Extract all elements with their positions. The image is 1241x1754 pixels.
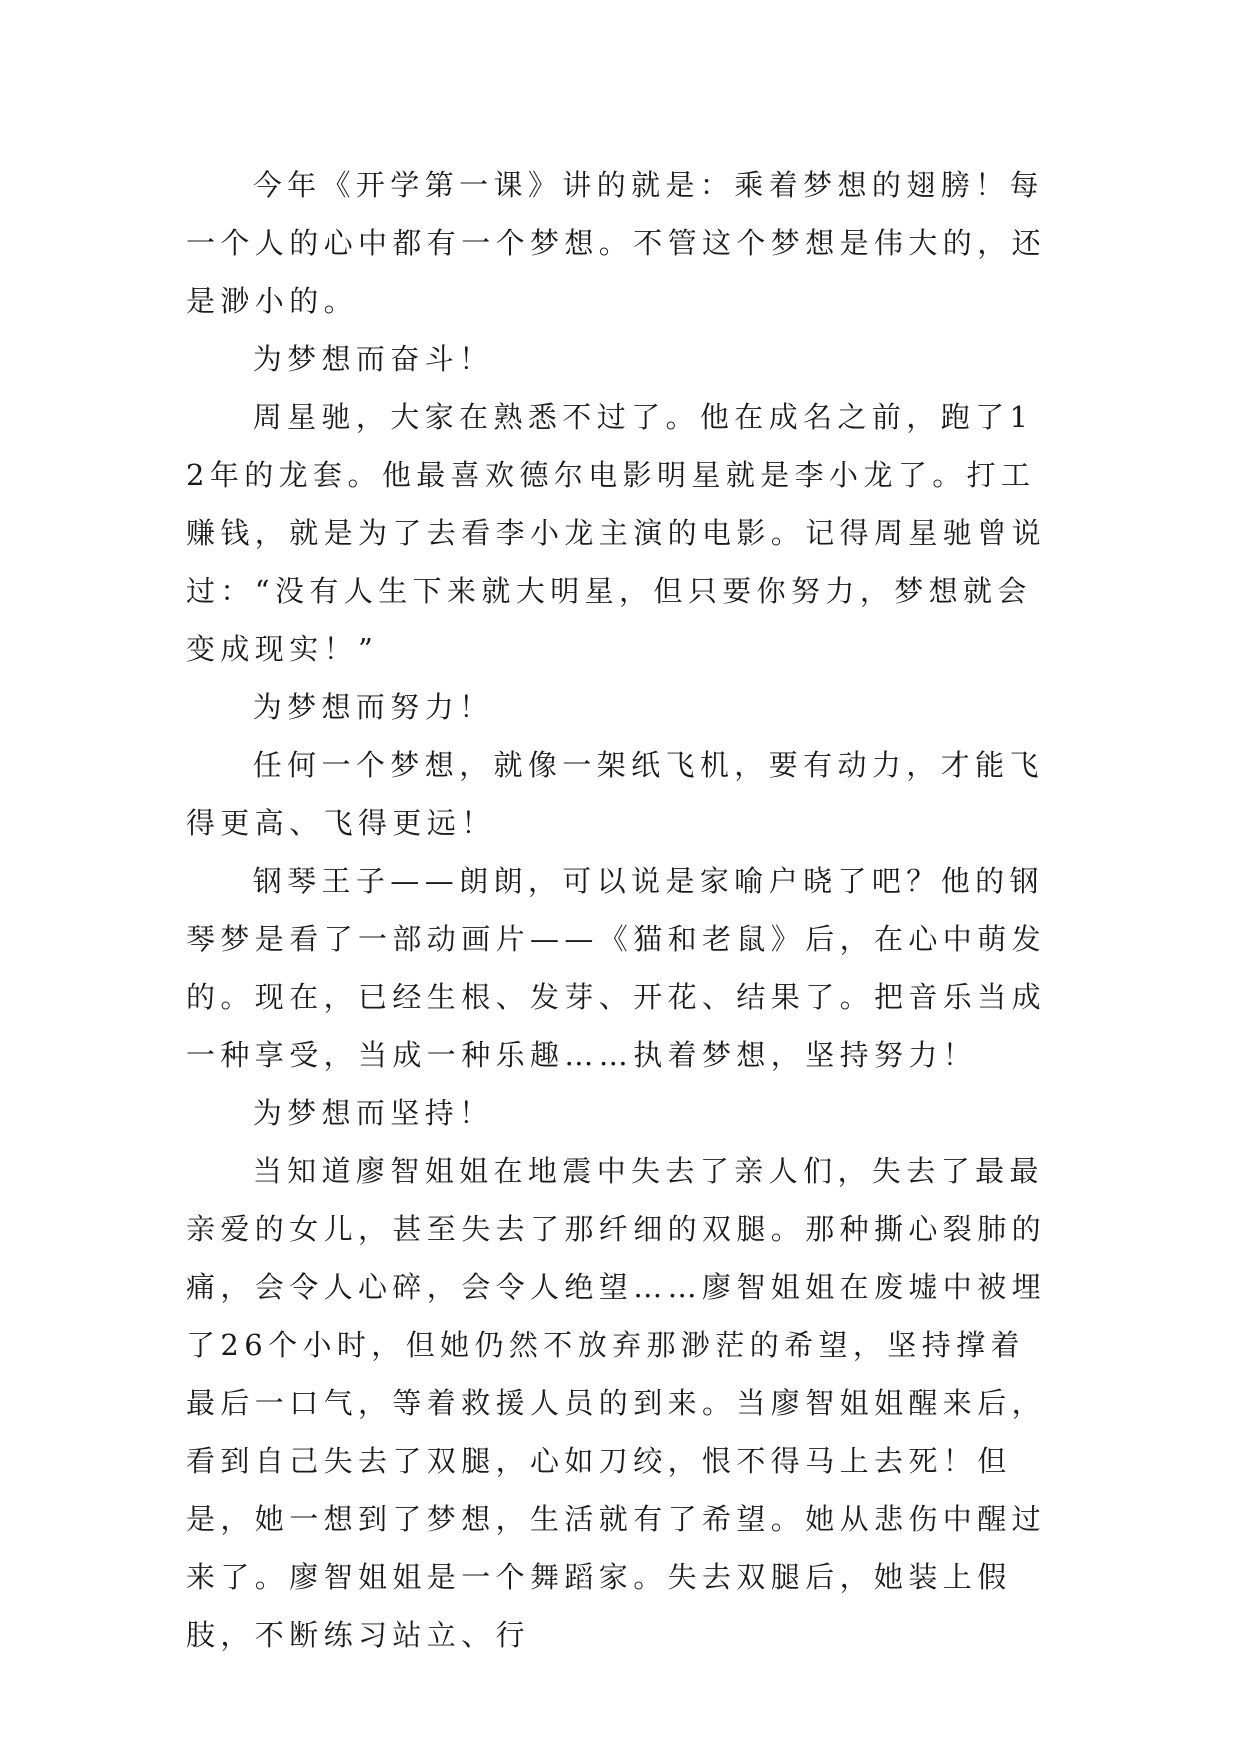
paragraph-paper-plane: 任何一个梦想，就像一架纸飞机，要有动力，才能飞得更高、飞得更远！ xyxy=(186,748,1044,840)
paragraph-intro: 今年《开学第一课》讲的就是：乘着梦想的翅膀！每一个人的心中都有一个梦想。不管这个梦想是伟大的，还是渺小的。 xyxy=(186,168,1047,318)
paragraph-stephen-chow: 周星驰，大家在熟悉不过了。他在成名之前，跑了12年的龙套。他最喜欢德尔电影明星就是李小龙了。打工赚钱，就是为了去看李小龙主演的电影。记得周星驰曾说过：“没有人生下来就大明星，但只要你努力，梦想就会变成现实！” xyxy=(186,400,1047,666)
paragraph-heading-effort: 为梦想而努力！ xyxy=(252,690,494,724)
paragraph-lang-lang: 钢琴王子——朗朗，可以说是家喻户晓了吧？他的钢琴梦是看了一部动画片——《猫和老鼠》后，在心中萌发的。现在，已经生根、发芽、开花、结果了。把音乐当成一种享受，当成一种乐趣……执着梦想，坚持努力！ xyxy=(186,864,1047,1072)
paragraph-heading-strive: 为梦想而奋斗！ xyxy=(252,342,494,376)
paragraph-liao-zhi: 当知道廖智姐姐在地震中失去了亲人们，失去了最最亲爱的女儿，甚至失去了那纤细的双腿。那种撕心裂肺的痛，会令人心碎，会令人绝望……廖智姐姐在废墟中被埋了26个小时，但她仍然不放弃那渺茫的希望，坚持撑着最后一口气，等着救援人员的到来。当廖智姐姐醒来后，看到自己失去了双腿，心如刀绞，恨不得马上去死！但是，她一想到了梦想，生活就有了希望。她从悲伤中醒过来了。廖智姐姐是一个舞蹈家。失去双腿后，她装上假肢，不断练习站立、行 xyxy=(186,1154,1047,1652)
paragraph-heading-persist: 为梦想而坚持！ xyxy=(252,1096,494,1130)
document-body xyxy=(186,156,1056,1664)
